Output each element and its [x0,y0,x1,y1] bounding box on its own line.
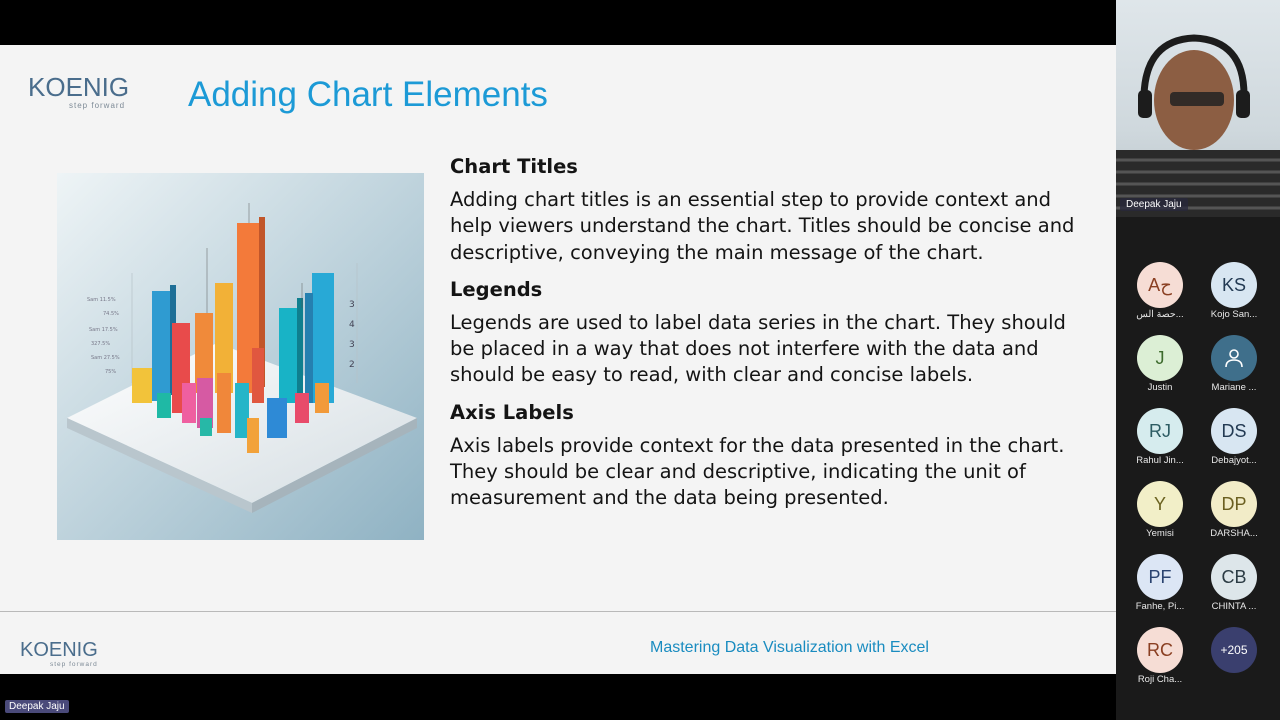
participant-name: Kojo San... [1210,309,1258,320]
avatar: DS [1211,408,1257,454]
avatar: RC [1137,627,1183,673]
logo-wordmark: KOENIG [28,72,130,102]
presenter-figure [1116,0,1280,217]
shared-slide [0,45,1116,674]
logo-tagline: step forward [69,101,126,110]
person-icon [1223,347,1245,369]
participant-tile[interactable] [1130,335,1190,393]
participant-name: Justin [1147,382,1173,393]
section-body-axis-labels: Axis labels provide context for the data presented in the chart. They should be clear and descriptive, indicating the unit of measurement and the data being presented. [450,433,1065,510]
participant-name: Debajyot... [1211,455,1257,466]
participant-tile[interactable] [1130,262,1190,320]
participant-tile[interactable] [1130,627,1190,685]
section-heading-axis-labels: Axis Labels [450,400,574,424]
section-heading-chart-titles: Chart Titles [450,155,578,178]
footer-logo [20,639,98,669]
avatar: CB [1211,554,1257,600]
chart-illustration [57,173,424,540]
participant-name: Mariane ... [1211,382,1257,393]
svg-text:4: 4 [349,320,355,330]
participant-tile[interactable] [1204,408,1264,466]
svg-text:3: 3 [349,300,355,310]
avatar: Aح [1137,262,1183,308]
participant-tile[interactable] [1204,335,1264,393]
participant-name: CHINTA ... [1211,601,1257,612]
presenter-name-tag: Deepak Jaju [1120,198,1188,211]
avatar: RJ [1137,408,1183,454]
more-participants-button[interactable] [1204,627,1264,673]
section-body-legends: Legends are used to label data series in the chart. They should be placed in a way that does not interfere with the data and should be easy to read, with clear and concise labels. [450,310,1066,387]
svg-text:327.5%: 327.5% [91,341,111,347]
avatar: Y [1137,481,1183,527]
svg-text:75%: 75% [105,369,117,375]
avatar: DP [1211,481,1257,527]
avatar: PF [1137,554,1183,600]
course-title: Mastering Data Visualization with Excel [650,639,929,656]
slide-title: Adding Chart Elements [188,75,548,114]
section-body-chart-titles: Adding chart titles is an essential step to provide context and help viewers understand the chart. Titles should be concise and descriptive, conveying the main message of the chart. [450,188,1075,264]
footer-logo-tagline: step forward [50,661,98,668]
avatar: KS [1211,262,1257,308]
participant-name: Rahul Jin... [1136,455,1184,466]
avatar [1211,335,1257,381]
participant-tile[interactable] [1130,554,1190,612]
more-participants-count: +205 [1211,627,1257,673]
avatar: J [1137,335,1183,381]
section-heading-legends: Legends [450,277,543,301]
participant-tile[interactable] [1204,481,1264,539]
footer-divider [0,611,1116,612]
svg-text:Sam 17.5%: Sam 17.5% [89,327,118,333]
svg-text:Sam 27.5%: Sam 27.5% [91,355,120,361]
svg-text:74.5%: 74.5% [103,311,119,317]
participant-tile[interactable] [1204,554,1264,612]
participant-name: Roji Cha... [1137,674,1183,685]
participant-panel [1116,0,1280,720]
participant-tile[interactable] [1204,262,1264,320]
koenig-logo [28,73,138,113]
participant-name: DARSHA... [1210,528,1258,539]
footer-logo-wordmark: KOENIG [20,639,98,661]
participant-tile[interactable] [1130,408,1190,466]
participant-name: Fanhe, Pi... [1135,601,1185,612]
participant-tile[interactable] [1130,481,1190,539]
svg-text:Sam 11.5%: Sam 11.5% [87,297,116,303]
bottom-name-tag: Deepak Jaju [5,700,69,713]
svg-text:2: 2 [349,360,355,370]
svg-text:3: 3 [349,340,355,350]
slide-content [450,153,1090,522]
participant-name: حصة الس... [1136,309,1184,320]
participant-name: Yemisi [1146,528,1174,539]
presenter-video[interactable] [1116,0,1280,217]
